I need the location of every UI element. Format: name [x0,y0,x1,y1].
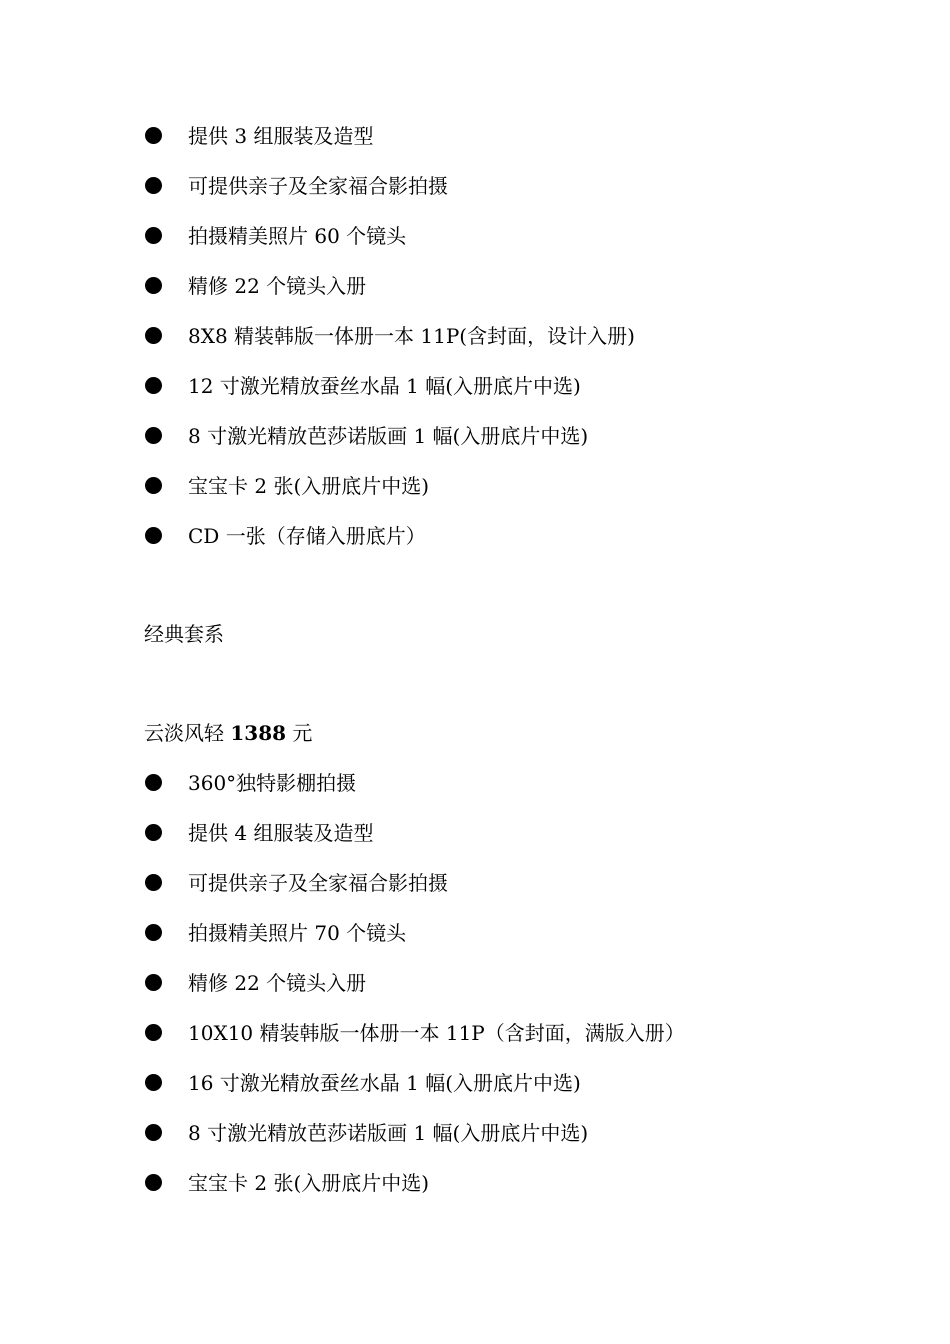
list-item [0,1171,950,1221]
bullet-icon [145,477,162,494]
list-item [0,474,950,524]
list-item [0,971,950,1021]
list-item [0,174,950,224]
series-title: 经典套系 [144,622,224,646]
package-heading [144,721,312,745]
list-item-text: CD 一张（存储入册底片） [188,524,426,548]
bullet-icon [145,924,162,941]
list-item-text: 12 寸激光精放蚕丝水晶 1 幅(入册底片中选) [188,374,581,398]
package-price-unit: 元 [292,721,313,745]
bullet-icon [145,427,162,444]
list-item [0,821,950,871]
list-item [0,921,950,971]
list-item [0,274,950,324]
package-name: 云淡风轻 [144,721,224,745]
bullet-icon [145,1174,162,1191]
bullet-icon [145,1124,162,1141]
list-item [0,1021,950,1071]
list-item [0,1121,950,1171]
list-item [0,771,950,821]
bullet-icon [145,127,162,144]
list-item [0,224,950,274]
list-item-text: 提供 3 组服装及造型 [188,124,374,148]
list-item-text: 可提供亲子及全家福合影拍摄 [188,871,448,895]
list-item [0,424,950,474]
bullet-icon [145,227,162,244]
list-item-text: 360°独特影棚拍摄 [188,771,357,795]
list-item [0,324,950,374]
bullet-icon [145,527,162,544]
package-features-list-2 [0,771,950,1221]
bullet-icon [145,177,162,194]
bullet-icon [145,774,162,791]
list-item-text: 16 寸激光精放蚕丝水晶 1 幅(入册底片中选) [188,1071,581,1095]
bullet-icon [145,874,162,891]
bullet-icon [145,974,162,991]
list-item-text: 10X10 精装韩版一体册一本 11P（含封面，满版入册） [188,1021,685,1045]
bullet-icon [145,327,162,344]
list-item-text: 拍摄精美照片 70 个镜头 [188,921,407,945]
list-item-text: 8 寸激光精放芭莎诺版画 1 幅(入册底片中选) [188,424,589,448]
list-item-text: 8X8 精装韩版一体册一本 11P(含封面，设计入册) [188,324,635,348]
list-item [0,1071,950,1121]
list-item [0,524,950,574]
list-item [0,124,950,174]
list-item-text: 宝宝卡 2 张(入册底片中选) [188,474,430,498]
bullet-icon [145,824,162,841]
list-item-text: 提供 4 组服装及造型 [188,821,374,845]
list-item-text: 8 寸激光精放芭莎诺版画 1 幅(入册底片中选) [188,1121,589,1145]
bullet-icon [145,377,162,394]
package-price: 1388 [230,721,287,745]
bullet-icon [145,277,162,294]
list-item-text: 宝宝卡 2 张(入册底片中选) [188,1171,430,1195]
bullet-icon [145,1024,162,1041]
bullet-icon [145,1074,162,1091]
list-item-text: 精修 22 个镜头入册 [188,971,367,995]
package-features-list-1 [0,124,950,574]
list-item-text: 精修 22 个镜头入册 [188,274,367,298]
list-item [0,871,950,921]
list-item-text: 拍摄精美照片 60 个镜头 [188,224,407,248]
list-item-text: 可提供亲子及全家福合影拍摄 [188,174,448,198]
list-item [0,374,950,424]
